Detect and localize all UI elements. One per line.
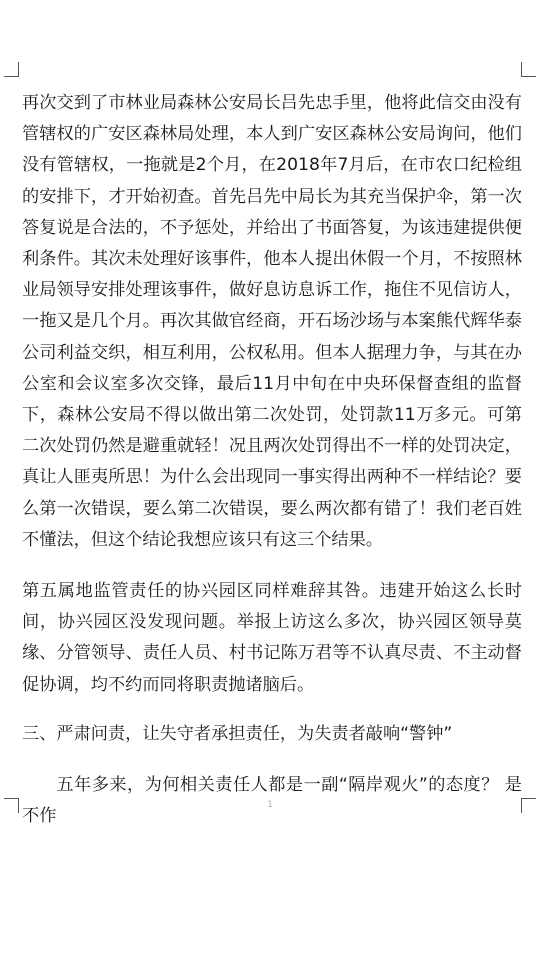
paragraph-xiexing-park: 第五属地监管责任的协兴园区同样难辞其咎。违建开始这么长时间，协兴园区没发现问题。举报上访这么多次，协兴园区领导莫缘、分管领导、责任人员、村书记陈万君等不认真尽责、不主动督促协调，均不约而同将职责抛诸脑后。 — [22, 581, 522, 695]
crop-mark-top-left — [4, 62, 19, 77]
document-body — [22, 88, 522, 832]
page-number: 1 — [267, 800, 273, 810]
paragraph-continued: 五年多来，为何相关责任人都是一副“隔岸观火”的态度？ 是不作 — [22, 775, 522, 827]
crop-mark-top-right — [521, 62, 536, 77]
paragraph-forestry-police: 再次交到了市林业局森林公安局长吕先忠手里，他将此信交由没有管辖权的广安区森林局处理，本人到广安区森林公安局询问，他们没有管辖权，一拖就是2个月，在2018年7月后，在市农口纪检组的安排下，才开始初查。首先吕先中局长为其充当保护伞，第一次答复说是合法的，不予惩处，并给出了书面答复，为该违建提供便利条件。其次未处理好该事件，他本人提出休假一个月，不按照林业局领导安排处理该事件，做好息访息诉工作，拖住不见信访人，一拖又是几个月。再次其做官经商，开石场沙场与本案熊代辉华泰公司利益交织，相互利用，公权私用。但本人据理力争，与其在办公室和会议室多次交锋，最后11月中旬在中央环保督查组的监督下，森林公安局不得以做出第二次处罚，处罚款11万多元。可第二次处罚仍然是避重就轻！况且两次处罚得出不一样的处罚决定，真让人匪夷所思！为什么会出现同一事实得出两种不一样结论？要么第一次错误，要么第二次错误，要么两次都有错了！我们老百姓不懂法，但这个结论我想应该只有这三个结果。 — [22, 93, 522, 550]
section-heading-accountability: 三、严肃问责，让失守者承担责任，为失责者敲响“警钟” — [22, 723, 453, 744]
